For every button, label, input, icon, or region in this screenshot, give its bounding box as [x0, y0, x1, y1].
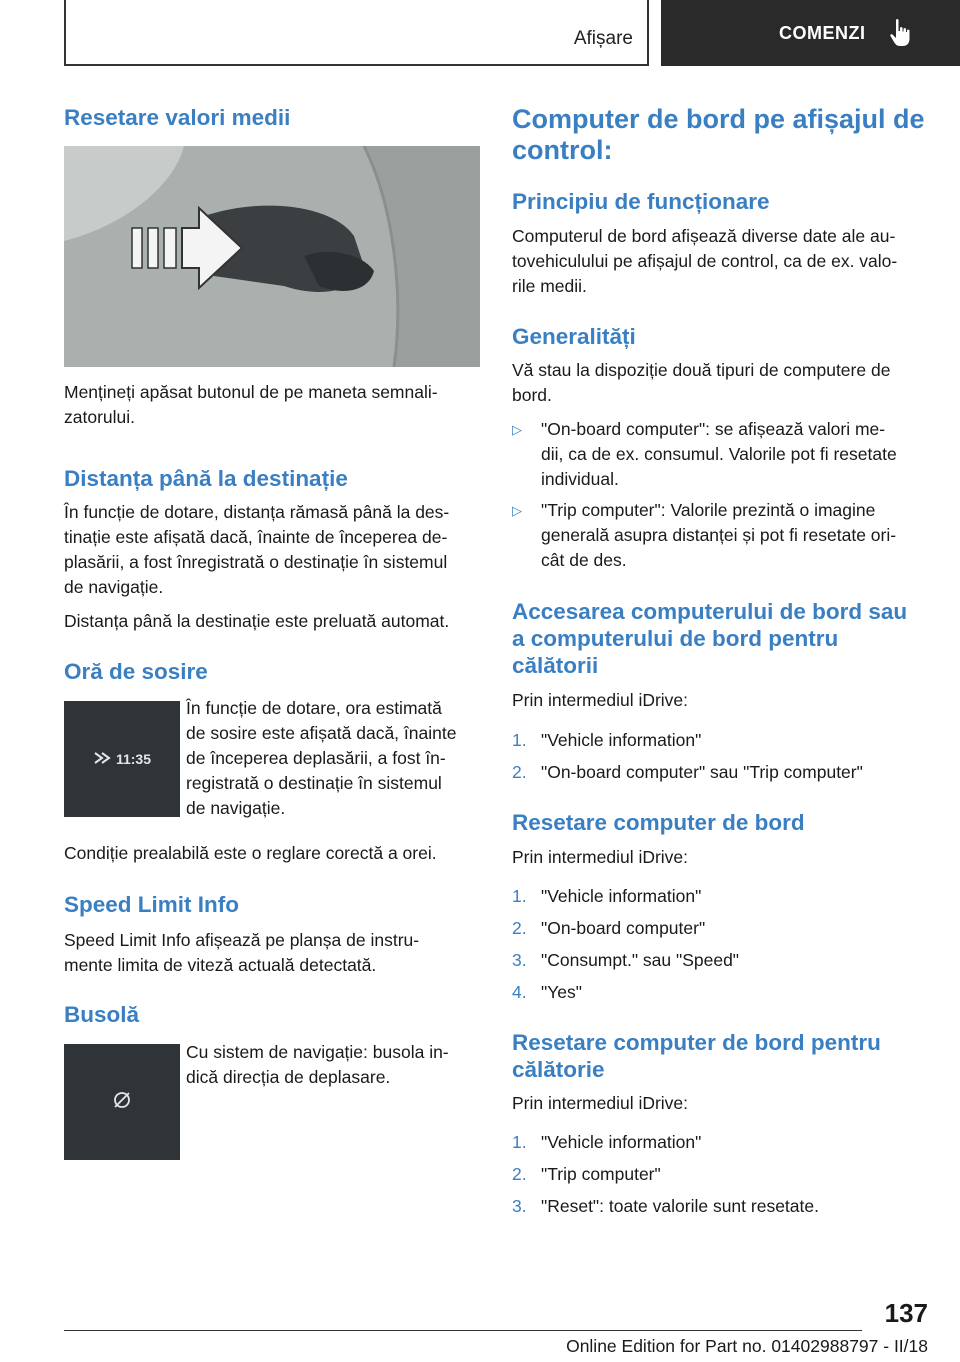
list-text: "Vehicle information" [541, 886, 702, 906]
list-number: 3. [512, 950, 527, 970]
text-line: "On-board computer": se afișează valori me- [541, 419, 886, 439]
text-line: mente limita de viteză actuală detectată. [64, 955, 377, 975]
flag-destination-icon [93, 751, 111, 768]
text-line: registrată o destinație în sistemul [186, 773, 442, 793]
page-number: 137 [884, 1298, 928, 1328]
list-item [512, 417, 930, 492]
list-number: 3. [512, 1196, 527, 1216]
heading-ora-sosire: Oră de sosire [64, 659, 208, 684]
arrival-time-value: 11:35 [115, 751, 152, 767]
heading-line: călătorie [512, 1057, 605, 1082]
list-item [512, 948, 930, 973]
text-line: În funcție de dotare, ora estimată [186, 698, 442, 718]
footer-edition: Online Edition for Part no. 01402988797 - II/18 [566, 1336, 928, 1356]
heading-line: control: [512, 135, 613, 165]
list-item [512, 1162, 930, 1187]
list-item [512, 916, 930, 941]
text-line: zatorului. [64, 407, 136, 427]
paragraph-busola [186, 1040, 449, 1090]
paragraph-prin-idrive: Prin intermediul iDrive: [512, 1093, 689, 1113]
list-text: "Trip computer" [541, 1164, 661, 1184]
list-text: "On-board computer" sau "Trip computer" [541, 762, 863, 782]
text-line: de începerea deplasării, a fost în- [186, 748, 446, 768]
footer-divider [64, 1330, 862, 1331]
text-line: Cu sistem de navigație: busola in- [186, 1042, 449, 1062]
list-text: "On-board computer" [541, 918, 706, 938]
text-line: tovehiculului pe afișajul de control, ca de ex. valo- [512, 251, 898, 271]
paragraph-ora [186, 696, 456, 821]
heading-resetare-calatorie [512, 1029, 881, 1083]
compass-display [64, 1044, 180, 1160]
heading-distanta: Distanța până la destinație [64, 466, 348, 491]
text-line: de navigație. [186, 798, 286, 818]
section-tab-comenzi[interactable] [661, 0, 960, 66]
heading-line: Computer de bord pe afișajul de [512, 104, 925, 134]
text-line: bord. [512, 385, 552, 405]
section-tab-afisare[interactable] [64, 0, 649, 66]
turn-signal-lever-photo [64, 146, 480, 367]
list-item [512, 728, 930, 753]
heading-accesarea [512, 598, 907, 679]
list-text: "Yes" [541, 982, 582, 1002]
text-line: rile medii. [512, 276, 587, 296]
list-item [512, 884, 930, 909]
list-item [512, 980, 930, 1005]
list-number: 2. [512, 762, 527, 782]
hand-pointer-icon [888, 18, 914, 48]
list-text: "Reset": toate valorile sunt resetate. [541, 1196, 819, 1216]
text-line: "Trip computer": Valorile prezintă o imagine [541, 500, 876, 520]
heading-line: Accesarea computerului de bord sau [512, 599, 908, 624]
heading-principiu: Principiu de funcționare [512, 189, 770, 214]
text-line: Mențineți apăsat butonul de pe maneta semnali- [64, 382, 438, 402]
text-line: tinație este afișată dacă, înainte de începerea de- [64, 527, 448, 547]
paragraph-principiu [512, 224, 897, 299]
heading-line: călătorii [512, 653, 599, 678]
text-line: plasării, a fost înregistrată o destinație în sistemul [64, 552, 448, 572]
text-line: Speed Limit Info afișează pe planșa de instru- [64, 930, 420, 950]
list-text: "Vehicle information" [541, 1132, 702, 1152]
paragraph-speed [64, 928, 419, 978]
list-number: 1. [512, 730, 527, 750]
paragraph-mentineti [64, 380, 438, 430]
paragraph-distanta-1 [64, 500, 449, 600]
tab-comenzi-label: COMENZI [779, 22, 866, 43]
text-line: Vă stau la dispoziție două tipuri de computere de [512, 360, 891, 380]
arrival-time-display [64, 701, 180, 817]
list-number: 1. [512, 886, 527, 906]
heading-resetare-computer: Resetare computer de bord [512, 810, 805, 835]
triangle-bullet-icon: ▷ [512, 422, 522, 437]
heading-line: Resetare computer de bord pentru [512, 1030, 881, 1055]
paragraph-generalitati [512, 358, 890, 408]
paragraph-prin-idrive: Prin intermediul iDrive: [512, 690, 689, 710]
text-line: În funcție de dotare, distanța rămasă până la des- [64, 502, 450, 522]
list-item [512, 760, 930, 785]
heading-resetare-valori-medii: Resetare valori medii [64, 105, 291, 130]
compass-icon [112, 1090, 132, 1115]
text-line: dică direcția de deplasare. [186, 1067, 391, 1087]
list-number: 2. [512, 1164, 527, 1184]
list-number: 4. [512, 982, 527, 1002]
list-number: 1. [512, 1132, 527, 1152]
text-line: de sosire este afișată dacă, înainte [186, 723, 457, 743]
triangle-bullet-icon: ▷ [512, 503, 522, 518]
text-line: de navigație. [64, 577, 164, 597]
heading-generalitati: Generalități [512, 324, 636, 349]
text-line: Computerul de bord afișează diverse date ale au- [512, 226, 896, 246]
paragraph-distanta-2: Distanța până la destinație este preluată automat. [64, 611, 450, 631]
heading-busola: Busolă [64, 1002, 140, 1027]
list-text: "Consumpt." sau "Speed" [541, 950, 740, 970]
list-item [512, 498, 930, 573]
heading-line: a computerului de bord pentru [512, 626, 839, 651]
tab-afisare-label: Afișare [573, 28, 633, 49]
heading-speed-limit: Speed Limit Info [64, 892, 240, 917]
paragraph-prin-idrive: Prin intermediul iDrive: [512, 847, 689, 867]
text-line: dii, ca de ex. consumul. Valorile pot fi resetate [541, 444, 897, 464]
list-item [512, 1130, 930, 1155]
heading-computer-de-bord [512, 104, 925, 166]
paragraph-conditie: Condiție prealabilă este o reglare corectă a orei. [64, 843, 437, 863]
page-header [0, 0, 960, 66]
text-line: cât de des. [541, 550, 627, 570]
text-line: individual. [541, 469, 619, 489]
text-line: generală asupra distanței și pot fi resetate ori- [541, 525, 897, 545]
list-text: "Vehicle information" [541, 730, 702, 750]
list-number: 2. [512, 918, 527, 938]
list-item [512, 1194, 930, 1219]
